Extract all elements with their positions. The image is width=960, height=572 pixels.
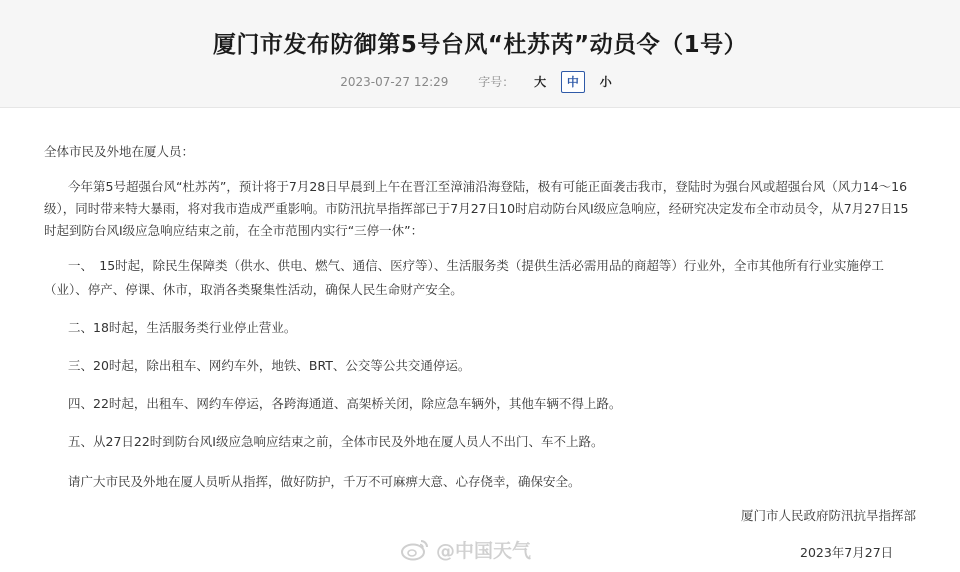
font-size-small-button[interactable]: 小 xyxy=(599,75,612,89)
article-body xyxy=(44,138,916,496)
closing-paragraph: 请广大市民及外地在厦人员听从指挥，做好防护，千万不可麻痹大意、心存侥幸，确保安全。 xyxy=(68,474,581,489)
sign-date: 2023年7月27日 xyxy=(800,545,894,560)
item-5: 五、从27日22时到防台风Ⅰ级应急响应结束之前，全体市民及外地在厦人员人不出门、车不上路。 xyxy=(68,434,604,449)
watermark xyxy=(400,535,531,563)
weibo-logo-icon xyxy=(400,537,430,561)
article-header xyxy=(0,0,960,108)
font-size-medium-button[interactable]: 中 xyxy=(561,71,585,93)
font-size-label: 字号： xyxy=(478,75,515,89)
article-meta xyxy=(0,71,960,93)
salutation: 全体市民及外地在厦人员： xyxy=(44,144,195,159)
font-size-large-button[interactable]: 大 xyxy=(534,75,547,89)
publish-date: 2023-07-27 12:29 xyxy=(340,75,449,89)
watermark-text: @中国天气 xyxy=(436,539,532,562)
item-3: 三、20时起，除出租车、网约车外，地铁、BRT、公交等公共交通停运。 xyxy=(68,358,471,373)
signature: 厦门市人民政府防汛抗旱指挥部 xyxy=(740,508,916,523)
item-1: 一、 15时起，除民生保障类（供水、供电、燃气、通信、医疗等）、生活服务类（提供生活必需用品的商超等）行业外，全市其他所有行业实施停工（业）、停产、停课、休市，取消各类聚集性活动，确保人民生命财产安全。 xyxy=(44,258,884,297)
item-2: 二、18时起，生活服务类行业停止营业。 xyxy=(68,320,297,335)
item-4: 四、22时起，出租车、网约车停运，各跨海通道、高架桥关闭，除应急车辆外，其他车辆不得上路。 xyxy=(68,396,622,411)
intro-paragraph: 今年第5号超强台风“杜苏芮”，预计将于7月28日早晨到上午在晋江至漳浦沿海登陆，极有可能正面袭击我市，登陆时为强台风或超强台风（风力14～16级），同时带来特大暴雨，将对我市造成严重影响。市防汛抗旱指挥部已于7月27日10时启动防台风Ⅰ级应急响应，经研究决定发布全市动员令，从7月27日15时起到防台风Ⅰ级应急响应结束之前，在全市范围内实行“三停一休”： xyxy=(44,179,909,238)
article-title: 厦门市发布防御第5号台风“杜苏芮”动员令（1号） xyxy=(212,32,748,58)
